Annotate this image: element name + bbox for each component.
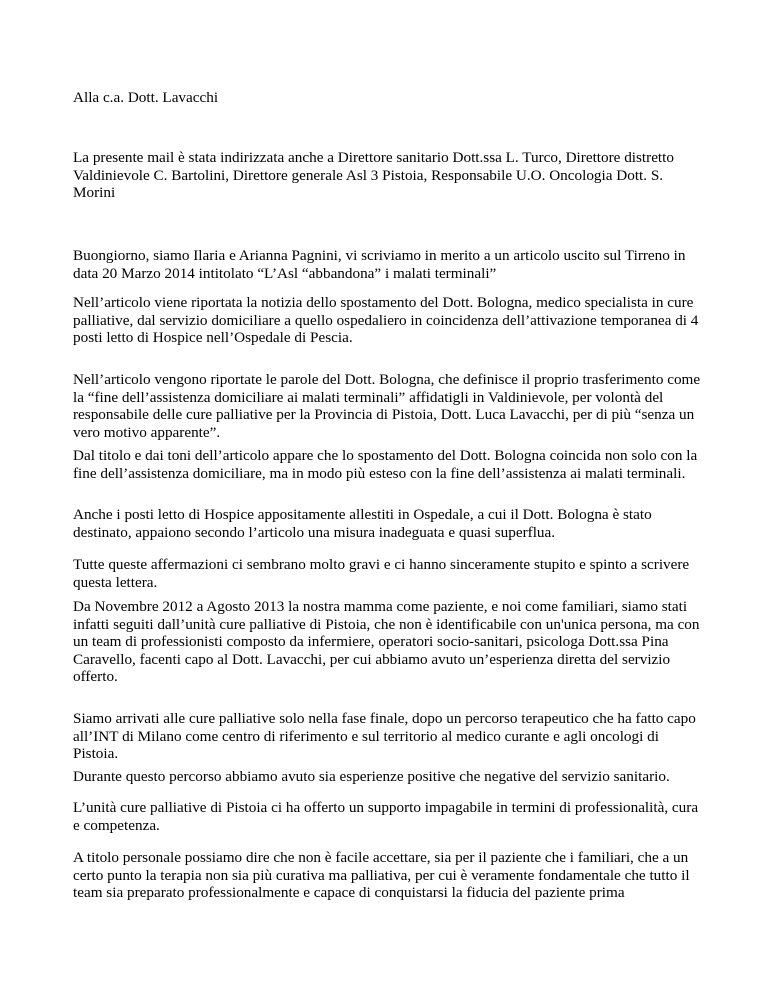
paragraph: Da Novembre 2012 a Agosto 2013 la nostra mamma come paziente, e noi come familiari, siamo stati infatti seguiti dall’unità cure palliative di Pistoia, che non è identificabile con un'unica persona, ma con un team di professionisti composto da infermiere, operatori socio-sanitari, psicologa Dott.ssa Pina Caravello, facenti capo al Dott. Lavacchi, per cui abbiamo avuto un’esperienza diretta del servizio offerto. bbox=[73, 598, 700, 685]
salutation: Alla c.a. Dott. Lavacchi bbox=[73, 89, 219, 106]
paragraph: L’unità cure palliative di Pistoia ci ha offerto un supporto impagabile in termini di professionalità, cura e competenza. bbox=[73, 799, 699, 834]
cc-note: La presente mail è stata indirizzata anche a Direttore sanitario Dott.ssa L. Turco, Direttore distretto Valdinievole C. Bartolini, Direttore generale Asl 3 Pistoia, Responsabile U.O. Oncologia Dott. S. Morini bbox=[73, 149, 674, 201]
paragraph: Siamo arrivati alle cure palliative solo nella fase finale, dopo un percorso terapeutico che ha fatto capo all’INT di Milano come centro di riferimento e sul territorio al medico curante e agli oncologi di Pistoia. bbox=[73, 710, 696, 762]
paragraph-intro: Buongiorno, siamo Ilaria e Arianna Pagnini, vi scriviamo in merito a un articolo uscito sul Tirreno in data 20 Marzo 2014 intitolato “L’Asl “abbandona” i malati terminali” bbox=[73, 247, 686, 282]
paragraph: Dal titolo e dai toni dell’articolo appare che lo spostamento del Dott. Bologna coincida non solo con la fine dell’assistenza domiciliare, ma in modo più esteso con la fine dell’assistenza ai malati terminali. bbox=[73, 447, 698, 482]
paragraph: Anche i posti letto di Hospice appositamente allestiti in Ospedale, a cui il Dott. Bologna è stato destinato, appaiono secondo l’articolo una misura inadeguata e quasi superflua. bbox=[73, 506, 652, 541]
paragraph: Tutte queste affermazioni ci sembrano molto gravi e ci hanno sinceramente stupito e spinto a scrivere questa lettera. bbox=[73, 556, 690, 591]
paragraph: A titolo personale possiamo dire che non è facile accettare, sia per il paziente che i familiari, che a un certo punto la terapia non sia più curativa ma palliativa, per cui è veramente fondamentale che tutto il team sia preparato professionalmente e capace di conquistarsi la fiducia del paziente prima bbox=[73, 849, 690, 901]
paragraph: Nell’articolo vengono riportate le parole del Dott. Bologna, che definisce il proprio trasferimento come la “fine dell’assistenza domiciliare ai malati terminali” affidatigli in Valdinievole, per volontà del responsabile delle cure palliative per la Provincia di Pistoia, Dott. Luca Lavacchi, per di più “senza un vero motivo apparente”. bbox=[73, 371, 701, 441]
paragraph: Durante questo percorso abbiamo avuto sia esperienze positive che negative del servizio sanitario. bbox=[73, 768, 670, 785]
paragraph: Nell’articolo viene riportata la notizia dello spostamento del Dott. Bologna, medico specialista in cure palliative, dal servizio domiciliare a quello ospedaliero in coincidenza dell’attivazione temporanea di 4 posti letto di Hospice nell’Ospedale di Pescia. bbox=[73, 294, 699, 346]
